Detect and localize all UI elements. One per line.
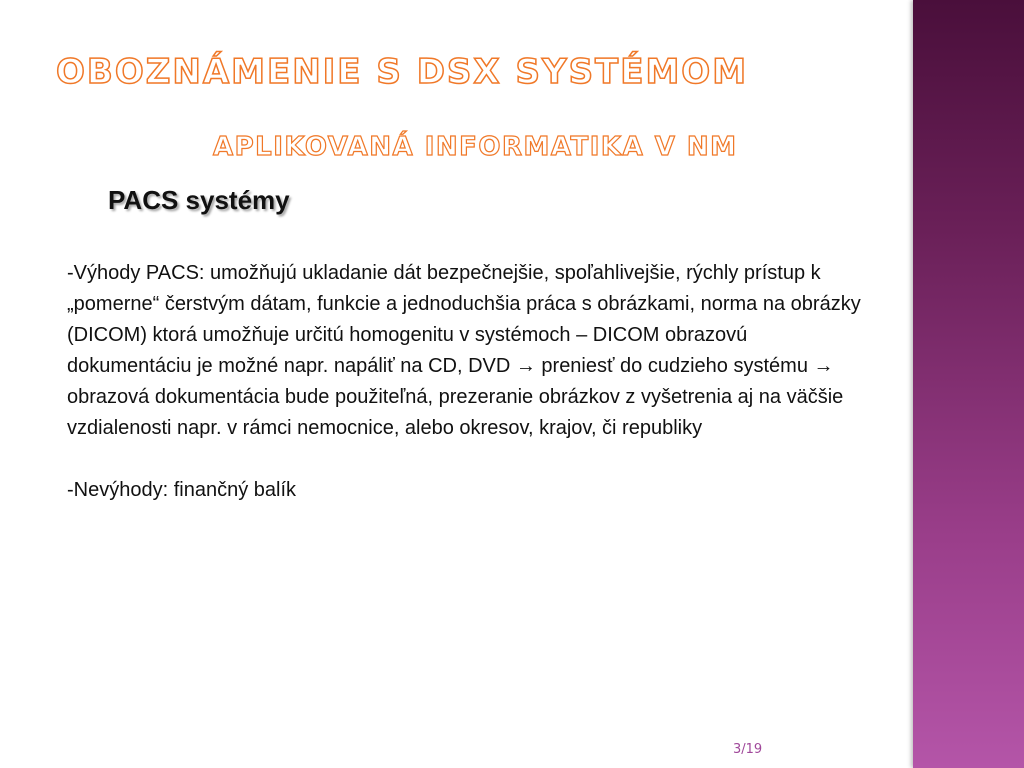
advantages-paragraph: -Výhody PACS: umožňujú ukladanie dát bezpečnejšie, spoľahlivejšie, rýchly prístup k „pomerne“ čerstvým dátam, funkcie a jednoduchšia práca s obrázkami, norma na obrázky (DICOM) ktorá umožňuje určitú homogenitu v systémoch – DICOM obrazovú dokumentáciu je možné napr. napáliť na CD, DVD → preniesť do cudzieho systému → obrazová dokumentácia bude použiteľná, prezeranie obrázkov z vyšetrenia aj na väčšie vzdialenosti napr. v rámci nemocnice, alebo okresov, krajov, či republiky (67, 262, 861, 439)
body-text (67, 258, 877, 506)
slide-title: OBOZNÁMENIE S DSX SYSTÉMOM (56, 52, 749, 92)
decorative-side-band (913, 0, 1024, 768)
section-heading: PACS systémy (108, 185, 290, 215)
slide-subtitle: APLIKOVANÁ INFORMATIKA V NM (213, 132, 738, 162)
page-number: 3/19 (733, 742, 763, 757)
disadvantages-paragraph: -Nevýhody: finančný balík (67, 479, 297, 501)
